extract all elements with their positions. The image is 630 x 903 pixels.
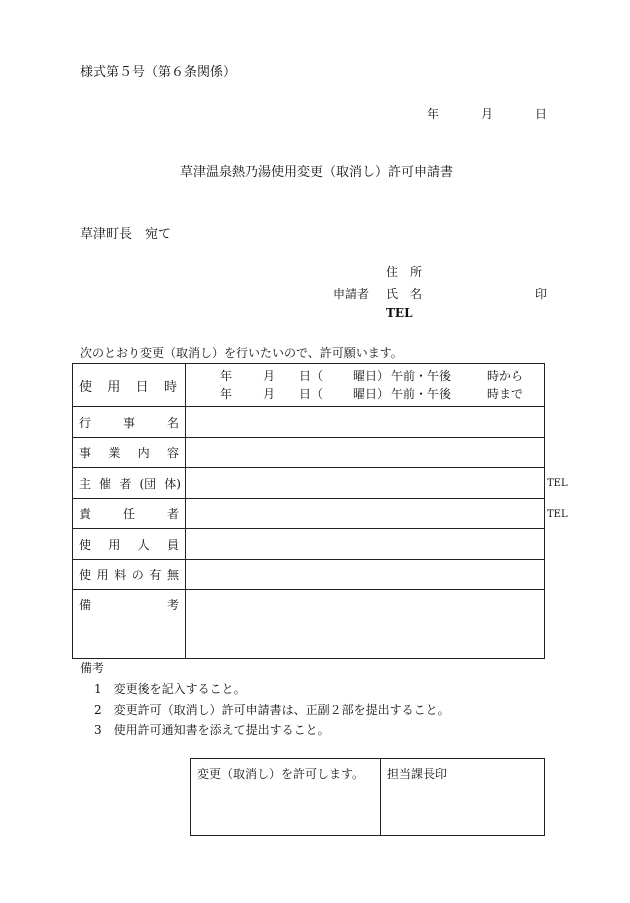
fee-label: 使 用 料 の 有 無 <box>73 560 186 590</box>
row2-time: 時まで <box>487 387 524 401</box>
event-name-field[interactable] <box>186 407 545 438</box>
row-organizer <box>73 468 545 499</box>
organizer-field[interactable] <box>186 468 568 499</box>
page-title: 草津温泉熱乃湯使用変更（取消し）許可申請書 <box>180 165 454 180</box>
approval-box <box>190 758 545 836</box>
address-label: 住 所 <box>386 265 423 279</box>
remarks-field[interactable] <box>186 590 545 659</box>
intro-text: 次のとおり変更（取消し）を行いたいので、許可願います。 <box>80 346 403 360</box>
row2-weekday: 曜日） <box>353 387 390 401</box>
row-responsible <box>73 499 545 529</box>
responsible-label: 責 任 者 <box>73 499 186 529</box>
section-chief-seal[interactable]: 担当課長印 <box>381 759 545 836</box>
form-number: 様式第５号（第６条関係） <box>80 65 237 80</box>
row-remarks <box>73 590 545 659</box>
row1-day: 日（ <box>299 369 324 383</box>
row2-year: 年 <box>220 387 233 401</box>
business-label: 事 業 内 容 <box>73 438 186 468</box>
fee-field[interactable] <box>186 560 545 590</box>
note-item-1: 1 変更後を記入すること。 <box>94 682 246 696</box>
notes-heading: 備考 <box>80 661 105 675</box>
name-label: 氏 名 <box>386 287 423 301</box>
users-field[interactable] <box>186 529 545 560</box>
applicant-label: 申請者 <box>333 287 370 301</box>
row2-day: 日（ <box>299 387 324 401</box>
row1-time: 時から <box>487 369 524 383</box>
addressee: 草津町長 宛て <box>80 227 172 242</box>
tel-label: TEL <box>386 306 413 320</box>
row-fee <box>73 560 545 590</box>
users-label: 使 用 人 員 <box>73 529 186 560</box>
row1-year: 年 <box>220 369 233 383</box>
row1-weekday: 曜日） <box>353 369 390 383</box>
remarks-label: 備 考 <box>73 590 186 659</box>
event-name-label: 行 事 名 <box>73 407 186 438</box>
date-day: 日 <box>535 107 548 121</box>
seal-mark: 印 <box>535 287 548 301</box>
row1-month: 月 <box>263 369 276 383</box>
note-item-3: 3 使用許可通知書を添えて提出すること。 <box>94 723 330 737</box>
date-month: 月 <box>481 107 494 121</box>
row-event-name <box>73 407 545 438</box>
responsible-field[interactable] <box>186 499 568 529</box>
responsible-tel-label: TEL <box>547 509 568 520</box>
usage-datetime-label: 使 用 日 時 <box>73 364 186 407</box>
row2-ampm: 午前・午後 <box>391 387 452 401</box>
approval-text: 変更（取消し）を許可します。 <box>191 759 381 836</box>
row-users <box>73 529 545 560</box>
application-table <box>72 363 568 659</box>
row-business <box>73 438 545 468</box>
row2-month: 月 <box>263 387 276 401</box>
row1-ampm: 午前・午後 <box>391 369 452 383</box>
organizer-tel-label: TEL <box>547 478 568 489</box>
date-year: 年 <box>427 107 440 121</box>
organizer-label: 主 催 者 (団 体) <box>73 468 186 499</box>
note-item-2: 2 変更許可（取消し）許可申請書は、正副２部を提出すること。 <box>94 703 450 717</box>
row-usage-datetime <box>73 364 545 407</box>
business-field[interactable] <box>186 438 545 468</box>
usage-datetime-field[interactable] <box>186 364 545 407</box>
